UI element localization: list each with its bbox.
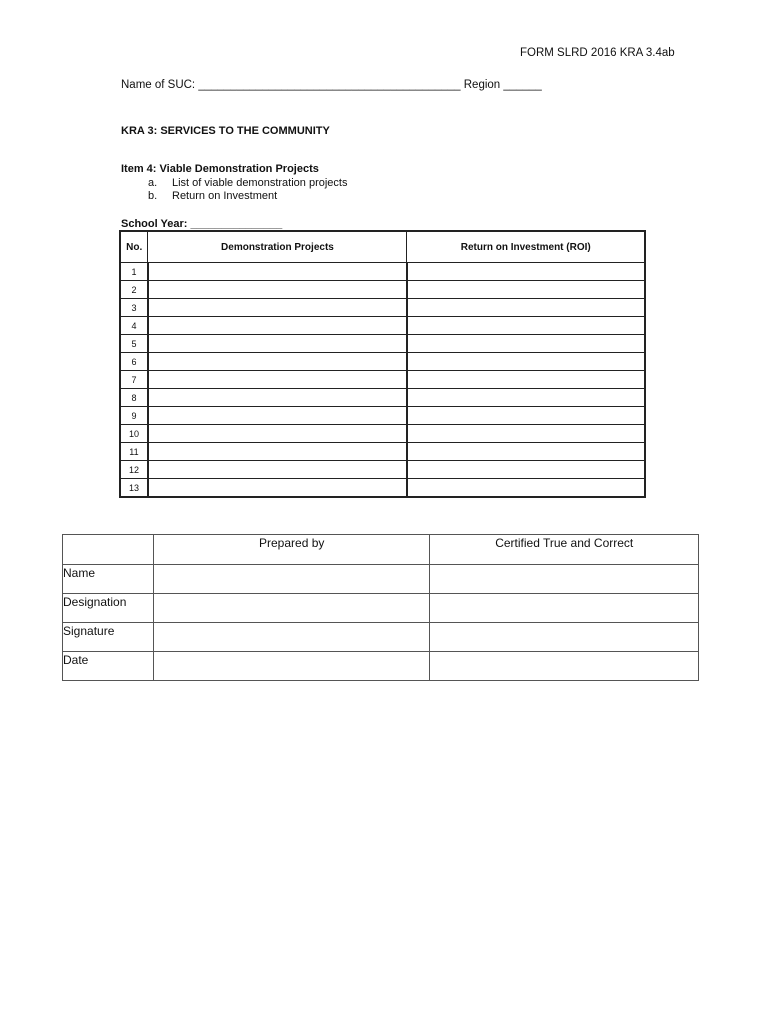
signature-table-body bbox=[63, 565, 699, 681]
project-cell[interactable] bbox=[148, 281, 407, 299]
list-item bbox=[148, 190, 347, 203]
list-item-text: List of viable demonstration projects bbox=[172, 177, 348, 189]
project-cell[interactable] bbox=[148, 263, 407, 281]
roi-cell[interactable] bbox=[407, 461, 645, 479]
roi-cell[interactable] bbox=[407, 479, 645, 498]
signature-header-row bbox=[63, 535, 699, 565]
certified-cell[interactable] bbox=[430, 594, 699, 623]
signature-table bbox=[62, 534, 699, 681]
signature-row-label: Name bbox=[63, 565, 154, 594]
project-cell[interactable] bbox=[148, 407, 407, 425]
project-cell[interactable] bbox=[148, 335, 407, 353]
list-item bbox=[148, 177, 347, 190]
row-number: 3 bbox=[120, 299, 148, 317]
project-cell[interactable] bbox=[148, 353, 407, 371]
projects-table bbox=[119, 230, 646, 498]
table-row bbox=[120, 335, 645, 353]
column-header-no: No. bbox=[120, 231, 148, 263]
project-cell[interactable] bbox=[148, 317, 407, 335]
column-header-roi: Return on Investment (ROI) bbox=[407, 231, 645, 263]
row-number: 6 bbox=[120, 353, 148, 371]
certified-cell[interactable] bbox=[430, 623, 699, 652]
row-number: 7 bbox=[120, 371, 148, 389]
column-header-projects: Demonstration Projects bbox=[148, 231, 407, 263]
table-row bbox=[120, 425, 645, 443]
project-cell[interactable] bbox=[148, 479, 407, 498]
row-number: 2 bbox=[120, 281, 148, 299]
project-cell[interactable] bbox=[148, 461, 407, 479]
table-row bbox=[120, 299, 645, 317]
row-number: 8 bbox=[120, 389, 148, 407]
roi-cell[interactable] bbox=[407, 371, 645, 389]
prepared-by-cell[interactable] bbox=[153, 594, 430, 623]
project-cell[interactable] bbox=[148, 389, 407, 407]
roi-cell[interactable] bbox=[407, 263, 645, 281]
row-number: 10 bbox=[120, 425, 148, 443]
row-number: 9 bbox=[120, 407, 148, 425]
list-item-letter: a. bbox=[148, 177, 158, 189]
table-row bbox=[120, 461, 645, 479]
signature-header-blank bbox=[63, 535, 154, 565]
table-row bbox=[120, 353, 645, 371]
certified-cell[interactable] bbox=[430, 565, 699, 594]
projects-table-body bbox=[120, 263, 645, 498]
roi-cell[interactable] bbox=[407, 425, 645, 443]
item-list bbox=[148, 177, 347, 203]
form-code: FORM SLRD 2016 KRA 3.4ab bbox=[520, 47, 675, 59]
school-year-field[interactable]: School Year: _______________ bbox=[121, 218, 283, 230]
roi-cell[interactable] bbox=[407, 443, 645, 461]
signature-row-label: Designation bbox=[63, 594, 154, 623]
suc-name-field[interactable]: Name of SUC: _________________________________________ Region ______ bbox=[121, 79, 542, 91]
row-number: 11 bbox=[120, 443, 148, 461]
table-header-row bbox=[120, 231, 645, 263]
roi-cell[interactable] bbox=[407, 317, 645, 335]
signature-row bbox=[63, 623, 699, 652]
roi-cell[interactable] bbox=[407, 389, 645, 407]
list-item-text: Return on Investment bbox=[172, 190, 278, 202]
prepared-by-header: Prepared by bbox=[153, 535, 430, 565]
table-row bbox=[120, 281, 645, 299]
row-number: 1 bbox=[120, 263, 148, 281]
table-row bbox=[120, 317, 645, 335]
roi-cell[interactable] bbox=[407, 335, 645, 353]
roi-cell[interactable] bbox=[407, 299, 645, 317]
signature-row bbox=[63, 652, 699, 681]
project-cell[interactable] bbox=[148, 299, 407, 317]
kra-title: KRA 3: SERVICES TO THE COMMUNITY bbox=[121, 125, 330, 137]
row-number: 4 bbox=[120, 317, 148, 335]
signature-row bbox=[63, 565, 699, 594]
prepared-by-cell[interactable] bbox=[153, 652, 430, 681]
prepared-by-cell[interactable] bbox=[153, 565, 430, 594]
table-row bbox=[120, 407, 645, 425]
project-cell[interactable] bbox=[148, 371, 407, 389]
signature-row-label: Date bbox=[63, 652, 154, 681]
table-row bbox=[120, 371, 645, 389]
project-cell[interactable] bbox=[148, 425, 407, 443]
table-row bbox=[120, 263, 645, 281]
certified-cell[interactable] bbox=[430, 652, 699, 681]
row-number: 5 bbox=[120, 335, 148, 353]
table-row bbox=[120, 389, 645, 407]
prepared-by-cell[interactable] bbox=[153, 623, 430, 652]
table-row bbox=[120, 479, 645, 498]
signature-row bbox=[63, 594, 699, 623]
row-number: 13 bbox=[120, 479, 148, 498]
roi-cell[interactable] bbox=[407, 407, 645, 425]
roi-cell[interactable] bbox=[407, 353, 645, 371]
signature-row-label: Signature bbox=[63, 623, 154, 652]
certified-header: Certified True and Correct bbox=[430, 535, 699, 565]
item-title: Item 4: Viable Demonstration Projects bbox=[121, 163, 319, 175]
table-row bbox=[120, 443, 645, 461]
roi-cell[interactable] bbox=[407, 281, 645, 299]
project-cell[interactable] bbox=[148, 443, 407, 461]
list-item-letter: b. bbox=[148, 190, 158, 202]
row-number: 12 bbox=[120, 461, 148, 479]
